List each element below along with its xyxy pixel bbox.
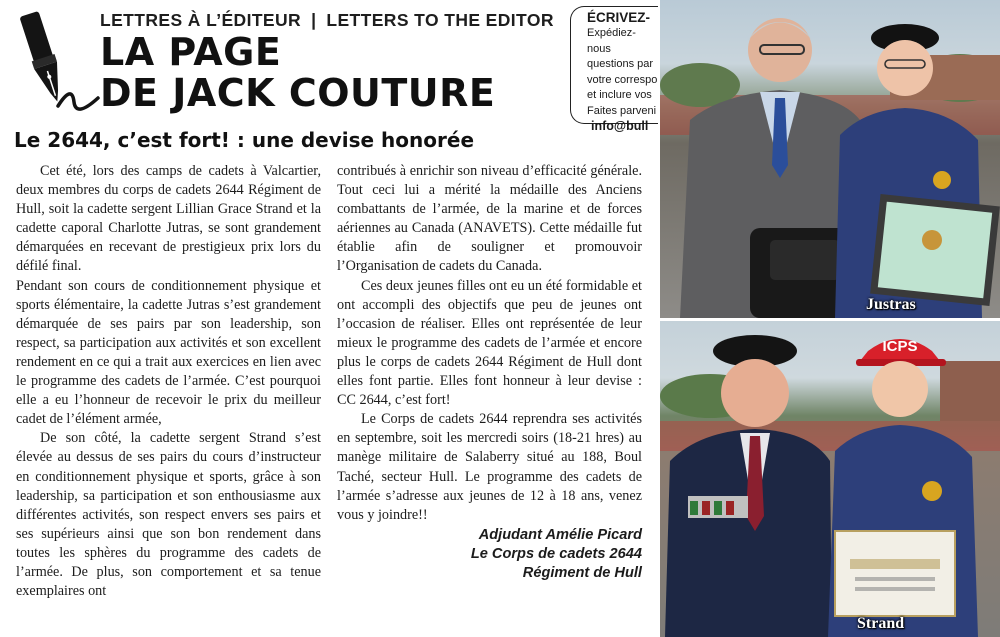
- article-column-right: [337, 162, 642, 583]
- article-paragraph: Ces deux jeunes filles ont eu un été formidable et ont accompli des objectifs que peu de jeunes ont l’occasion de réaliser. Elles ont représentée de leur mieux le programme des cadets de l’armée et encore plus le corps de cadets 2644 Régiment de Hull dont elles font partie. Elles font honneur à leur devise : CC 2644, c’est fort!: [337, 277, 642, 409]
- page-title-line-1: LA PAGE: [100, 30, 282, 74]
- article-paragraph: De son côté, la cadette sergent Strand s’est élevée au dessus de ses pairs du cours d’instructeur en conditionnement physique et sports, grâce à son leadership, sa participation et son enthousiasme aux différentes activités, son respect envers ses pairs et ses supérieurs ainsi que son bon rendement dans toutes les sphères du programme des cadets de l’armée. De plus, son comportement et sa tenue exemplaires ont: [16, 430, 321, 600]
- callout-heading: ÉCRIVEZ-: [587, 10, 651, 25]
- section-kicker: [100, 10, 570, 31]
- article-column-left: [16, 162, 321, 601]
- kicker-english: LETTERS TO THE EDITOR: [326, 10, 554, 30]
- article-headline: Le 2644, c’est fort! : une devise honorée: [14, 128, 475, 152]
- photo-justras-illustration: [660, 0, 1000, 318]
- photo-caption: Strand: [857, 615, 905, 632]
- article-paragraph: Le Corps de cadets 2644 reprendra ses activités en septembre, soit les mercredi soirs (18-21 hres) au manège militaire de Salaberry situé au 188, Boul Taché, secteur Hull. Le programme des cadets de l’armée s’adresse aux jeunes de 12 à 18 ans, venez vous y joindre!!: [337, 411, 642, 523]
- signature-author: Adjudant Amélie Picard: [478, 526, 642, 543]
- photo-strand-award: [660, 321, 1000, 637]
- article-paragraph: Pendant son cours de conditionnement physique et sports élémentaire, la cadette Jutras s’est grandement démarquée de ses pairs par son leadership, son respect, sa participation aux activités et son excellent rendement en ce qui a trait aux exercices en lien avec le programme des cadets de l’armée. C’est pourquoi elle a eu l’honneur de recevoir le prix du meilleur cadet de l’élément armée,: [16, 277, 321, 428]
- fountain-pen-icon: [10, 6, 100, 124]
- photo-caption: Justras: [866, 296, 916, 313]
- page-title-line-2: DE JACK COUTURE: [100, 71, 496, 115]
- callout-body: Expédiez-nous questions par votre correspo et inclure vos Faites parveni: [587, 27, 658, 117]
- signature-regiment: Régiment de Hull: [522, 564, 642, 581]
- kicker-separator: |: [311, 10, 317, 30]
- cap-lettering: ICPS: [882, 338, 918, 355]
- signature-organization: Le Corps de cadets 2644: [470, 545, 642, 562]
- article-paragraph: contribués à enrichir son niveau d’efficacité générale. Tout ceci lui a mérité la médaille des Anciens combattants de l’armée, de la marine et de forces aériennes au Canada (ANAVETS). Cette médaille fut établie afin de souligner et promouvoir l’Organisation de cadets du Canada.: [337, 163, 642, 275]
- write-to-us-callout: [570, 6, 658, 133]
- article-paragraph: Cet été, lors des camps de cadets à Valcartier, deux membres du corps de cadets 2644 Régiment de Hull, soit la cadette sergent Lillian Grace Strand et la cadette caporal Charlotte Jutras, se sont grandement démarquées en recevant de prestigieux prix lors du défilé final.: [16, 163, 321, 275]
- kicker-french: LETTRES À L’ÉDITEUR: [100, 10, 302, 30]
- photo-justras-award: [660, 0, 1000, 318]
- article-signature: [337, 526, 642, 583]
- callout-email: info@bull: [591, 119, 649, 133]
- masthead: [0, 0, 660, 133]
- photo-strand-illustration: [660, 321, 1000, 637]
